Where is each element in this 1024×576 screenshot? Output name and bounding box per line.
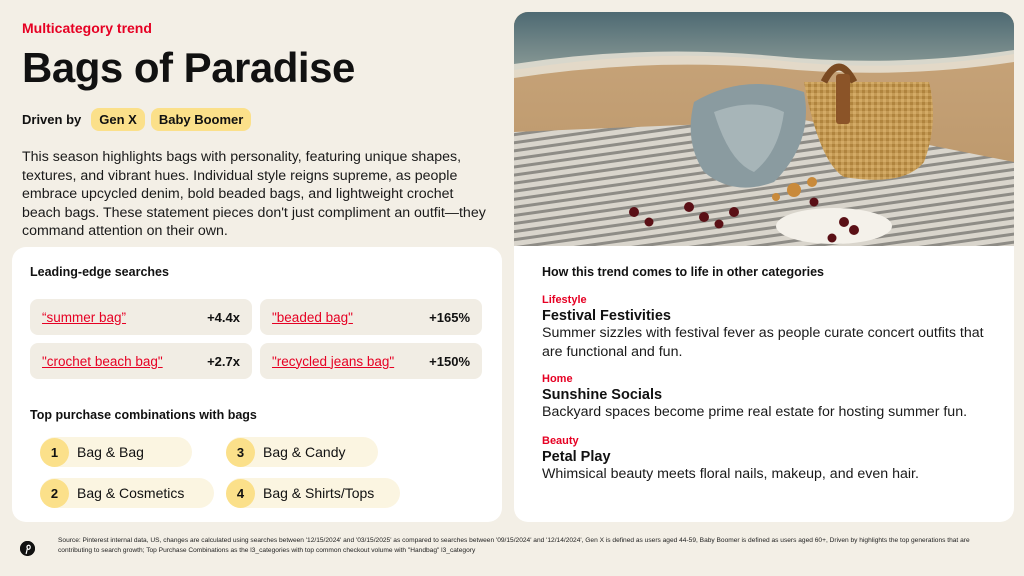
driven-by-row — [22, 108, 251, 131]
search-growth-value: +150% — [429, 353, 470, 369]
combination-label: Bag & Cosmetics — [77, 485, 185, 501]
generation-badge-gen-x: Gen X — [91, 108, 145, 131]
searches-card — [12, 247, 502, 522]
pinterest-logo-icon — [20, 541, 35, 556]
driven-by-label: Driven by — [22, 112, 82, 127]
category-kicker: Lifestyle — [542, 294, 587, 306]
search-term-link[interactable]: "beaded bag" — [272, 309, 353, 325]
combinations-heading: Top purchase combinations with bags — [30, 408, 257, 422]
combination-label: Bag & Bag — [77, 444, 144, 460]
search-growth-value: +4.4x — [207, 309, 240, 325]
trend-photo — [514, 12, 1014, 246]
search-term-link[interactable]: "recycled jeans bag" — [272, 353, 395, 369]
category-kicker: Home — [542, 373, 573, 385]
combination-rank-badge: 3 — [226, 438, 255, 467]
categories-heading: How this trend comes to life in other categories — [542, 265, 824, 279]
search-chip[interactable] — [30, 343, 252, 379]
category-title: Petal Play — [542, 449, 611, 465]
searches-heading: Leading-edge searches — [30, 265, 169, 279]
category-block-beauty — [542, 435, 992, 484]
combination-item — [226, 478, 400, 508]
category-kicker: Beauty — [542, 435, 579, 447]
trend-description: This season highlights bags with personality, featuring unique shapes, textures, and vibrant hues. Individual style reigns supreme, as people embrace upcycled denim, bold beaded bags, and lightweight crochet beach bags. These statement pieces don't just compliment an outfit—they command attention on their own. — [22, 149, 486, 239]
combination-item — [40, 437, 192, 467]
search-chip[interactable] — [30, 299, 252, 335]
combination-rank-badge: 2 — [40, 479, 69, 508]
categories-card — [514, 246, 1014, 522]
search-chip[interactable] — [260, 299, 482, 335]
category-title: Festival Festivities — [542, 308, 671, 324]
eyebrow-label: Multicategory trend — [22, 20, 152, 36]
combination-item — [226, 437, 378, 467]
search-growth-value: +2.7x — [207, 353, 240, 369]
generation-badge-baby-boomer: Baby Boomer — [151, 108, 252, 131]
combination-label: Bag & Candy — [263, 444, 346, 460]
category-text: Summer sizzles with festival fever as people curate concert outfits that are functional and fun. — [542, 325, 984, 360]
page-title: Bags of Paradise — [22, 44, 355, 91]
search-term-link[interactable]: "crochet beach bag" — [42, 353, 163, 369]
category-block-lifestyle — [542, 294, 992, 361]
combination-item — [40, 478, 214, 508]
search-chip[interactable] — [260, 343, 482, 379]
search-term-link[interactable]: “summer bag” — [42, 309, 127, 325]
source-footnote: Source: Pinterest internal data, US, changes are calculated using searches between '12/15/2024' and '03/15/2025' as compared to searches between '09/15/2024' and '12/14/2024', Gen X is defined as users aged 44-59, Baby Boomer is defined as users aged 60+, Driven by highlights the top generations that are contributing to search growth; Top Purchase Combinations as the l3_categories with top common checkout volume with "Handbag" l3_category — [58, 537, 970, 554]
combination-rank-badge: 1 — [40, 438, 69, 467]
search-growth-value: +165% — [429, 309, 470, 325]
category-title: Sunshine Socials — [542, 387, 663, 403]
category-block-home — [542, 373, 992, 422]
combination-label: Bag & Shirts/Tops — [263, 485, 375, 501]
category-text: Whimsical beauty meets floral nails, makeup, and even hair. — [542, 466, 919, 482]
combination-rank-badge: 4 — [226, 479, 255, 508]
category-text: Backyard spaces become prime real estate for hosting summer fun. — [542, 404, 968, 420]
